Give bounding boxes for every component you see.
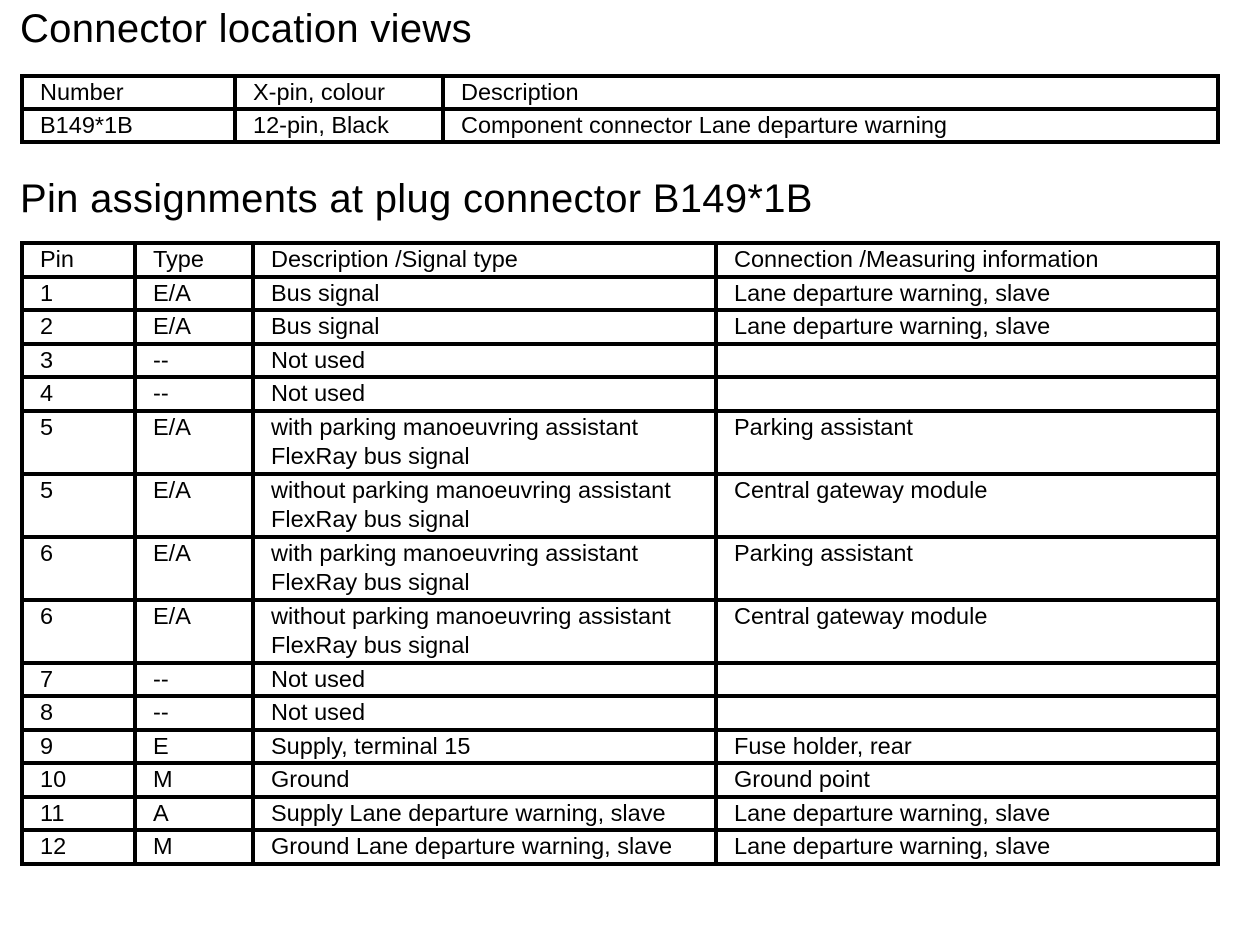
pin-connection-cell: Fuse holder, rear [716, 730, 1218, 764]
pin-connection-cell [716, 377, 1218, 411]
pin-description-cell: Supply, terminal 15 [253, 730, 716, 764]
pin-connection-cell [716, 663, 1218, 697]
table-row [22, 277, 1218, 311]
table-row [22, 474, 1218, 537]
pin-number-cell: 4 [22, 377, 135, 411]
pin-type-cell: E/A [135, 310, 253, 344]
pin-connection-cell: Lane departure warning, slave [716, 310, 1218, 344]
pin-connection-cell [716, 696, 1218, 730]
pin-number-cell: 12 [22, 830, 135, 864]
pin-connection-cell: Central gateway module [716, 600, 1218, 663]
connector-header-number: Number [22, 76, 235, 109]
pin-description-cell: Not used [253, 663, 716, 697]
pin-type-cell: -- [135, 344, 253, 378]
pin-type-cell: -- [135, 696, 253, 730]
pin-description-cell: Ground [253, 763, 716, 797]
connector-pin-colour-cell: 12-pin, Black [235, 109, 443, 142]
table-row [22, 310, 1218, 344]
pin-number-cell: 6 [22, 537, 135, 600]
pin-type-cell: M [135, 830, 253, 864]
pin-number-cell: 6 [22, 600, 135, 663]
pin-number-cell: 11 [22, 797, 135, 831]
pin-type-cell: E/A [135, 277, 253, 311]
table-row [22, 696, 1218, 730]
pin-number-cell: 1 [22, 277, 135, 311]
pin-description-cell: Not used [253, 696, 716, 730]
pin-number-cell: 9 [22, 730, 135, 764]
pin-connection-cell [716, 344, 1218, 378]
pin-assignments-title: Pin assignments at plug connector B149*1B [20, 177, 813, 221]
pin-number-cell: 7 [22, 663, 135, 697]
pin-type-cell: E/A [135, 474, 253, 537]
pin-connection-cell: Lane departure warning, slave [716, 830, 1218, 864]
pin-type-cell: E/A [135, 537, 253, 600]
table-row [22, 830, 1218, 864]
pin-connection-cell: Ground point [716, 763, 1218, 797]
pin-connection-cell: Parking assistant [716, 537, 1218, 600]
pin-type-cell: M [135, 763, 253, 797]
pin-description-cell: with parking manoeuvring assistant FlexRay bus signal [253, 411, 716, 474]
pin-connection-cell: Lane departure warning, slave [716, 277, 1218, 311]
pin-description-cell: Supply Lane departure warning, slave [253, 797, 716, 831]
pin-number-cell: 2 [22, 310, 135, 344]
pin-number-cell: 8 [22, 696, 135, 730]
pin-header-description: Description /Signal type [253, 243, 716, 277]
table-row [22, 411, 1218, 474]
pin-description-cell: Bus signal [253, 277, 716, 311]
pin-description-cell: Ground Lane departure warning, slave [253, 830, 716, 864]
pin-type-cell: E/A [135, 600, 253, 663]
pin-connection-cell: Lane departure warning, slave [716, 797, 1218, 831]
pin-description-cell: with parking manoeuvring assistant FlexRay bus signal [253, 537, 716, 600]
connector-table [20, 74, 1220, 144]
pin-header-connection: Connection /Measuring information [716, 243, 1218, 277]
pin-connection-cell: Parking assistant [716, 411, 1218, 474]
pin-number-cell: 5 [22, 474, 135, 537]
table-row [22, 377, 1218, 411]
pin-connection-cell: Central gateway module [716, 474, 1218, 537]
connector-description-cell: Component connector Lane departure warning [443, 109, 1218, 142]
pin-number-cell: 5 [22, 411, 135, 474]
pin-type-cell: E/A [135, 411, 253, 474]
connector-number-cell: B149*1B [22, 109, 235, 142]
table-row [22, 763, 1218, 797]
table-row [22, 797, 1218, 831]
table-row [22, 730, 1218, 764]
pin-description-cell: without parking manoeuvring assistant FlexRay bus signal [253, 474, 716, 537]
pin-header-pin: Pin [22, 243, 135, 277]
pin-description-cell: Not used [253, 377, 716, 411]
pin-description-cell: Not used [253, 344, 716, 378]
pin-number-cell: 3 [22, 344, 135, 378]
pin-type-cell: -- [135, 377, 253, 411]
pin-description-cell: Bus signal [253, 310, 716, 344]
connector-views-title: Connector location views [20, 7, 472, 51]
connector-header-pin-colour: X-pin, colour [235, 76, 443, 109]
table-row [22, 109, 1218, 142]
table-row [22, 600, 1218, 663]
table-row [22, 537, 1218, 600]
pin-number-cell: 10 [22, 763, 135, 797]
table-row [22, 344, 1218, 378]
pin-table-header-row [22, 243, 1218, 277]
pin-type-cell: -- [135, 663, 253, 697]
pin-header-type: Type [135, 243, 253, 277]
pin-description-cell: without parking manoeuvring assistant FlexRay bus signal [253, 600, 716, 663]
pin-type-cell: A [135, 797, 253, 831]
connector-table-header-row [22, 76, 1218, 109]
pin-type-cell: E [135, 730, 253, 764]
table-row [22, 663, 1218, 697]
connector-header-description: Description [443, 76, 1218, 109]
pin-assignment-table [20, 241, 1220, 866]
